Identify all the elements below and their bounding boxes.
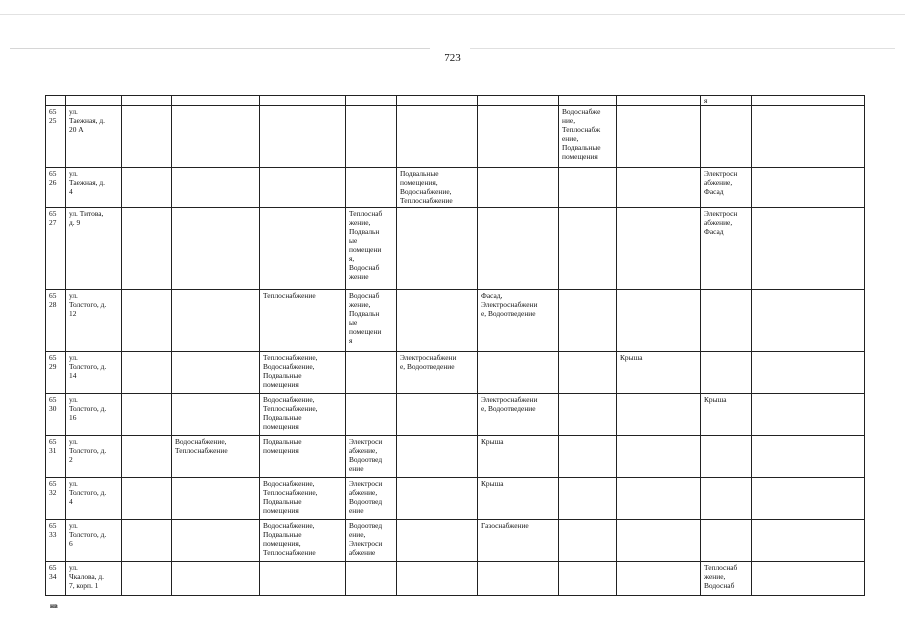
table-cell bbox=[617, 520, 701, 562]
repair-schedule-table bbox=[45, 95, 865, 596]
table-cell bbox=[260, 208, 346, 290]
table-cell bbox=[617, 168, 701, 208]
row-number-cell: 65 34 bbox=[46, 562, 66, 596]
table-cell bbox=[701, 436, 752, 478]
table-cell bbox=[478, 168, 559, 208]
table-cell bbox=[559, 436, 617, 478]
table-cell bbox=[346, 96, 397, 106]
table-row bbox=[46, 562, 865, 596]
table-cell: Водоотвед ение, Электроси абжение bbox=[346, 520, 397, 562]
table-cell bbox=[397, 478, 478, 520]
table-cell bbox=[172, 168, 260, 208]
address-cell: ул. Таежная, д. 20 А bbox=[66, 106, 122, 168]
table-cell: Подвальные помещения bbox=[260, 436, 346, 478]
table-row bbox=[46, 168, 865, 208]
table-cell bbox=[559, 352, 617, 394]
table-cell bbox=[397, 106, 478, 168]
row-number-cell: 65 25 bbox=[46, 106, 66, 168]
table-cell bbox=[559, 520, 617, 562]
table-cell bbox=[260, 96, 346, 106]
row-number-cell: 65 27 bbox=[46, 208, 66, 290]
table-cell: Электроснабжени е, Водоотведение bbox=[397, 352, 478, 394]
table-cell: Подвальные помещения, Водоснабжение, Теплоснабжение bbox=[397, 168, 478, 208]
table-cell bbox=[752, 436, 865, 478]
table-cell bbox=[752, 168, 865, 208]
table-cell bbox=[617, 478, 701, 520]
table-cell: Электроси абжение, Водоотвед ение bbox=[346, 478, 397, 520]
table-cell bbox=[346, 394, 397, 436]
table-cell bbox=[752, 562, 865, 596]
table-cell: Водоснабжение, Теплоснабжение, Подвальные помещения bbox=[260, 394, 346, 436]
table-row bbox=[46, 106, 865, 168]
address-cell: ул. Толстого, д. 14 bbox=[66, 352, 122, 394]
table-cell bbox=[752, 96, 865, 106]
table-body bbox=[46, 96, 865, 596]
table-cell: Теплоснабжение, Водоснабжение, Подвальные помещения bbox=[260, 352, 346, 394]
scan-artifact-line bbox=[470, 48, 895, 49]
footer-mark: нв bbox=[50, 602, 58, 610]
table-cell bbox=[752, 352, 865, 394]
table-row bbox=[46, 436, 865, 478]
table-cell: Крыша bbox=[701, 394, 752, 436]
table-cell: Электроси абжение, Водоотвед ение bbox=[346, 436, 397, 478]
table-cell bbox=[559, 478, 617, 520]
table-cell bbox=[172, 96, 260, 106]
table-cell bbox=[617, 106, 701, 168]
table-cell bbox=[172, 394, 260, 436]
address-cell: ул. Толстого, д. 6 bbox=[66, 520, 122, 562]
table-cell: Водоснабжение, Теплоснабжение bbox=[172, 436, 260, 478]
table-cell bbox=[478, 96, 559, 106]
scan-artifact-line bbox=[0, 14, 905, 15]
table-cell bbox=[559, 96, 617, 106]
table-cell: Газоснабжение bbox=[478, 520, 559, 562]
table-cell: Водоснабжение, Теплоснабжение, Подвальные помещения bbox=[260, 478, 346, 520]
row-number-cell: 65 32 bbox=[46, 478, 66, 520]
table-cell bbox=[346, 562, 397, 596]
row-number-cell: 65 29 bbox=[46, 352, 66, 394]
table-cell bbox=[172, 106, 260, 168]
row-number-cell: 65 30 bbox=[46, 394, 66, 436]
table-cell bbox=[122, 352, 172, 394]
table-cell bbox=[172, 208, 260, 290]
address-cell: ул. Таежная, д. 4 bbox=[66, 168, 122, 208]
page-number: 723 bbox=[444, 52, 461, 64]
address-cell: ул. Толстого, д. 12 bbox=[66, 290, 122, 352]
table-row-continuation bbox=[46, 96, 865, 106]
table-cell bbox=[559, 290, 617, 352]
table-cell bbox=[122, 168, 172, 208]
table-cell bbox=[172, 562, 260, 596]
table-cell: Теплоснаб жение, Водоснаб bbox=[701, 562, 752, 596]
table-cell bbox=[617, 96, 701, 106]
table-cell bbox=[478, 208, 559, 290]
table-cell bbox=[701, 290, 752, 352]
table-cell bbox=[122, 290, 172, 352]
table-cell: Теплоснаб жение, Подвальн ые помещени я, Водоснаб жение bbox=[346, 208, 397, 290]
table-cell: Крыша bbox=[478, 436, 559, 478]
table-cell: Водоснабжение, Подвальные помещения, Теплоснабжение bbox=[260, 520, 346, 562]
table-cell bbox=[346, 168, 397, 208]
table-cell bbox=[122, 436, 172, 478]
table-cell bbox=[752, 520, 865, 562]
table-cell: я bbox=[701, 96, 752, 106]
table-cell bbox=[172, 520, 260, 562]
table-cell bbox=[617, 208, 701, 290]
table-cell bbox=[397, 436, 478, 478]
table-cell bbox=[397, 290, 478, 352]
table-cell bbox=[478, 106, 559, 168]
table-cell: Водоснабже ние, Теплоснабж ение, Подвальные помещения bbox=[559, 106, 617, 168]
table-cell bbox=[559, 208, 617, 290]
table-cell bbox=[172, 290, 260, 352]
table-cell: Электросн абжение, Фасад bbox=[701, 208, 752, 290]
table-cell bbox=[122, 106, 172, 168]
table-cell bbox=[397, 394, 478, 436]
table-row bbox=[46, 290, 865, 352]
table-cell bbox=[122, 208, 172, 290]
table-cell bbox=[122, 520, 172, 562]
table-cell bbox=[122, 562, 172, 596]
table-cell bbox=[46, 96, 66, 106]
table-cell: Теплоснабжение bbox=[260, 290, 346, 352]
table-row bbox=[46, 208, 865, 290]
table-cell bbox=[559, 562, 617, 596]
address-cell: ул. Толстого, д. 2 bbox=[66, 436, 122, 478]
table-cell bbox=[260, 562, 346, 596]
table-cell bbox=[701, 352, 752, 394]
table-cell bbox=[122, 394, 172, 436]
address-cell: ул. Титова, д. 9 bbox=[66, 208, 122, 290]
address-cell: ул. Чкалова, д. 7, корп. 1 bbox=[66, 562, 122, 596]
table-cell bbox=[478, 562, 559, 596]
address-cell: ул. Толстого, д. 16 bbox=[66, 394, 122, 436]
table-cell bbox=[752, 106, 865, 168]
scan-artifact-line bbox=[10, 48, 430, 49]
table-cell bbox=[397, 520, 478, 562]
row-number-cell: 65 28 bbox=[46, 290, 66, 352]
table-cell bbox=[478, 352, 559, 394]
table-cell bbox=[559, 394, 617, 436]
row-number-cell: 65 26 bbox=[46, 168, 66, 208]
row-number-cell: 65 33 bbox=[46, 520, 66, 562]
table-cell bbox=[260, 106, 346, 168]
table-cell bbox=[752, 208, 865, 290]
row-number-cell: 65 31 bbox=[46, 436, 66, 478]
table-cell bbox=[617, 562, 701, 596]
table-cell: Электроснабжени е, Водоотведение bbox=[478, 394, 559, 436]
table-cell: Электросн абжение, Фасад bbox=[701, 168, 752, 208]
table-row bbox=[46, 478, 865, 520]
table-cell bbox=[397, 562, 478, 596]
table-cell bbox=[701, 520, 752, 562]
table-cell bbox=[172, 478, 260, 520]
table-cell bbox=[346, 352, 397, 394]
table-cell bbox=[752, 394, 865, 436]
table-row bbox=[46, 394, 865, 436]
table-cell bbox=[122, 478, 172, 520]
table-cell bbox=[346, 106, 397, 168]
table-cell bbox=[617, 290, 701, 352]
table-cell: Крыша bbox=[478, 478, 559, 520]
table-cell bbox=[397, 208, 478, 290]
table-cell bbox=[122, 96, 172, 106]
table-cell: Водоснаб жение, Подвальн ые помещени я bbox=[346, 290, 397, 352]
table-cell: Крыша bbox=[617, 352, 701, 394]
table-cell bbox=[172, 352, 260, 394]
address-cell: ул. Толстого, д. 4 bbox=[66, 478, 122, 520]
table-row bbox=[46, 520, 865, 562]
table-cell bbox=[701, 478, 752, 520]
table-cell bbox=[752, 478, 865, 520]
table-cell bbox=[752, 290, 865, 352]
table-row bbox=[46, 352, 865, 394]
table-cell bbox=[701, 106, 752, 168]
table-cell bbox=[617, 394, 701, 436]
table-cell bbox=[260, 168, 346, 208]
table-cell bbox=[397, 96, 478, 106]
table-cell bbox=[66, 96, 122, 106]
table-cell: Фасад, Электроснабжени е, Водоотведение bbox=[478, 290, 559, 352]
table-cell bbox=[559, 168, 617, 208]
table-cell bbox=[617, 436, 701, 478]
